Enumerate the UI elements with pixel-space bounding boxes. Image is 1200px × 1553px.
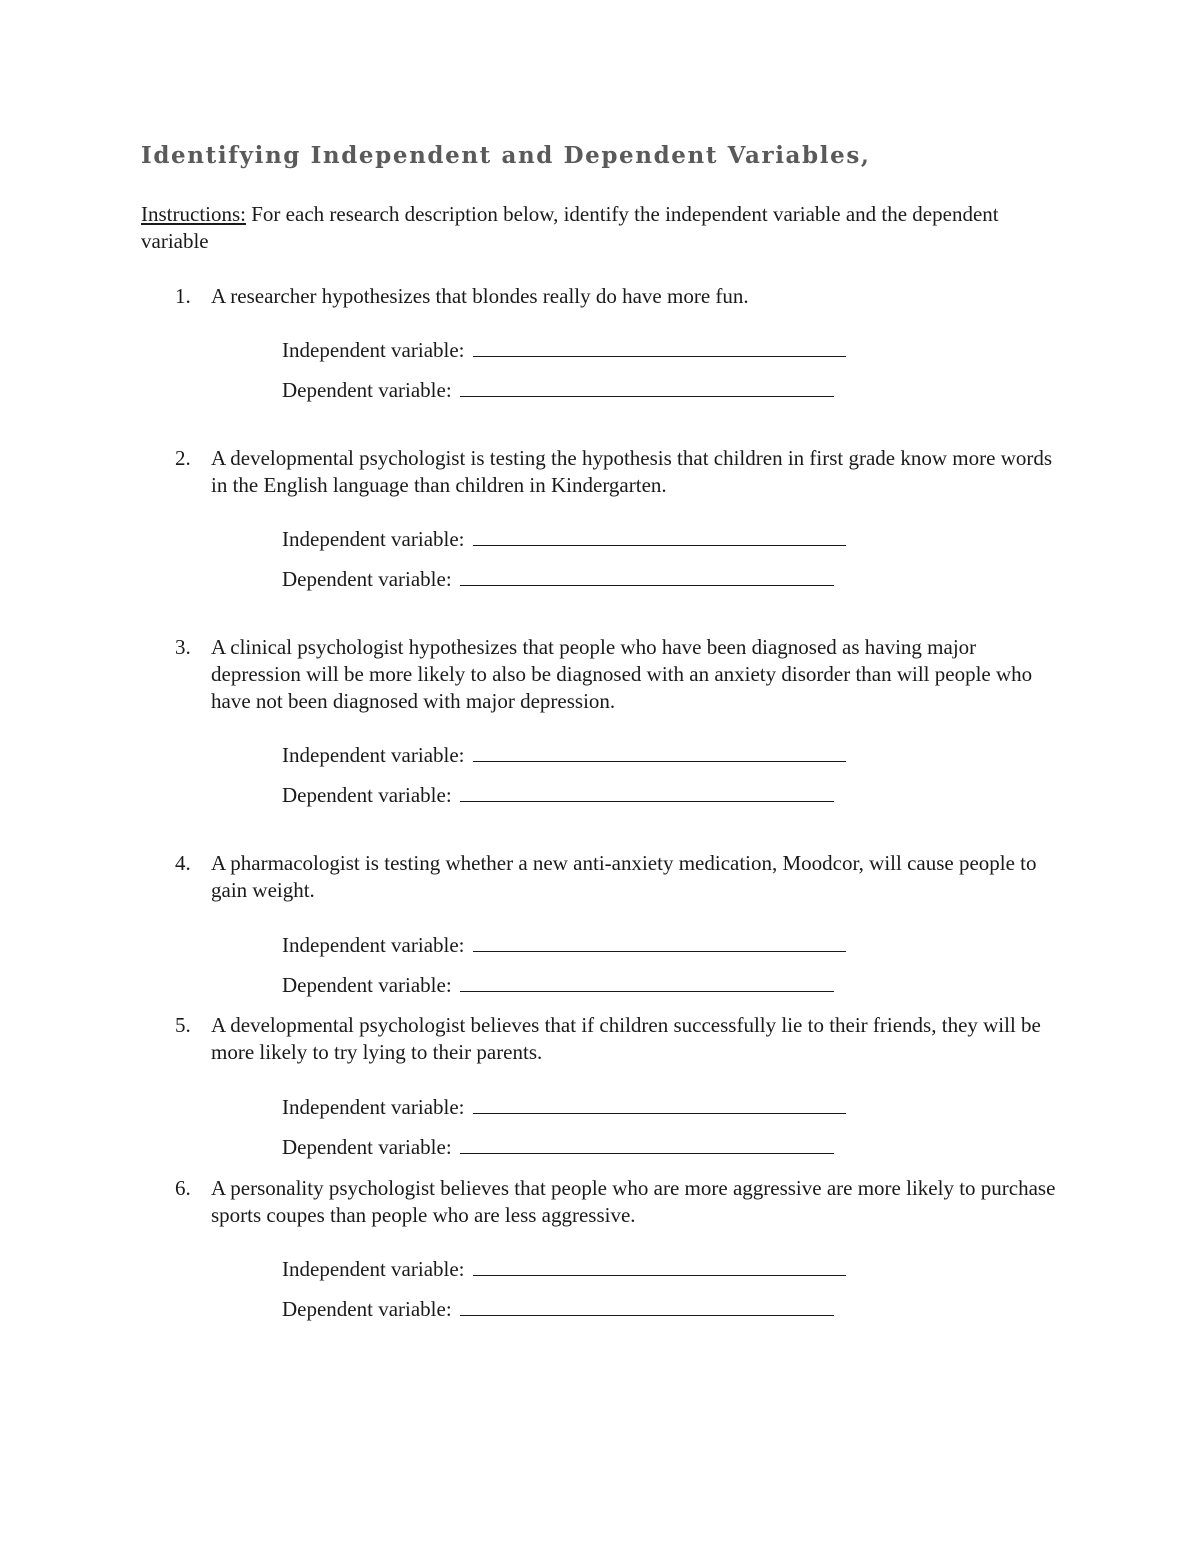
- dependent-variable-answer-line[interactable]: [460, 1135, 834, 1154]
- independent-variable-row: [282, 932, 846, 960]
- instructions-label: Instructions:: [141, 202, 246, 226]
- question-number: 4.: [175, 851, 191, 875]
- independent-variable-answer-line[interactable]: [473, 1095, 846, 1114]
- dependent-variable-label: Dependent variable:: [282, 567, 452, 591]
- dependent-variable-answer-line[interactable]: [460, 1297, 834, 1316]
- independent-variable-row: [282, 1094, 846, 1122]
- independent-variable-answer-line[interactable]: [473, 1257, 846, 1276]
- dependent-variable-answer-line[interactable]: [460, 567, 834, 586]
- dependent-variable-row: [282, 972, 834, 1000]
- question-text: A clinical psychologist hypothesizes that people who have been diagnosed as having major depression will be more likely to also be diagnosed with an anxiety disorder than will people who have not been diagnosed with major depression.: [211, 635, 1033, 713]
- question-text: A personality psychologist believes that people who are more aggressive are more likely to purchase sports coupes than people who are less aggressive.: [211, 1176, 1056, 1227]
- question-text: A developmental psychologist believes that if children successfully lie to their friends, they will be more likely to try lying to their parents.: [211, 1013, 1041, 1064]
- independent-variable-label: Independent variable:: [282, 1095, 465, 1119]
- dependent-variable-row: [282, 566, 834, 594]
- question-number: 2.: [175, 446, 191, 470]
- dependent-variable-answer-line[interactable]: [460, 783, 834, 802]
- dependent-variable-label: Dependent variable:: [282, 973, 452, 997]
- independent-variable-label: Independent variable:: [282, 743, 465, 767]
- question-text: A developmental psychologist is testing the hypothesis that children in first grade know more words in the English language than children in Kindergarten.: [211, 446, 1053, 497]
- question-number: 6.: [175, 1176, 191, 1200]
- independent-variable-row: [282, 742, 846, 770]
- question-number: 5.: [175, 1013, 191, 1037]
- independent-variable-label: Independent variable:: [282, 527, 465, 551]
- instructions: [141, 201, 1041, 255]
- independent-variable-label: Independent variable:: [282, 1257, 465, 1281]
- dependent-variable-label: Dependent variable:: [282, 378, 452, 402]
- dependent-variable-row: [282, 1296, 834, 1324]
- question-number: 3.: [175, 635, 191, 659]
- question-text: A pharmacologist is testing whether a new anti-anxiety medication, Moodcor, will cause people to gain weight.: [211, 851, 1037, 902]
- independent-variable-row: [282, 337, 846, 365]
- independent-variable-label: Independent variable:: [282, 933, 465, 957]
- dependent-variable-row: [282, 782, 834, 810]
- independent-variable-answer-line[interactable]: [473, 743, 846, 762]
- independent-variable-answer-line[interactable]: [473, 527, 846, 546]
- dependent-variable-label: Dependent variable:: [282, 783, 452, 807]
- instructions-text: For each research description below, identify the independent variable and the dependent variable: [141, 202, 999, 253]
- dependent-variable-row: [282, 1134, 834, 1162]
- dependent-variable-label: Dependent variable:: [282, 1135, 452, 1159]
- independent-variable-row: [282, 526, 846, 554]
- independent-variable-row: [282, 1256, 846, 1284]
- independent-variable-label: Independent variable:: [282, 338, 465, 362]
- question-text: A researcher hypothesizes that blondes really do have more fun.: [211, 284, 749, 308]
- page-title: Identifying Independent and Dependent Variables,: [141, 142, 871, 169]
- question-number: 1.: [175, 284, 191, 308]
- dependent-variable-answer-line[interactable]: [460, 973, 834, 992]
- dependent-variable-row: [282, 377, 834, 405]
- independent-variable-answer-line[interactable]: [473, 933, 846, 952]
- dependent-variable-answer-line[interactable]: [460, 378, 834, 397]
- independent-variable-answer-line[interactable]: [473, 338, 846, 357]
- dependent-variable-label: Dependent variable:: [282, 1297, 452, 1321]
